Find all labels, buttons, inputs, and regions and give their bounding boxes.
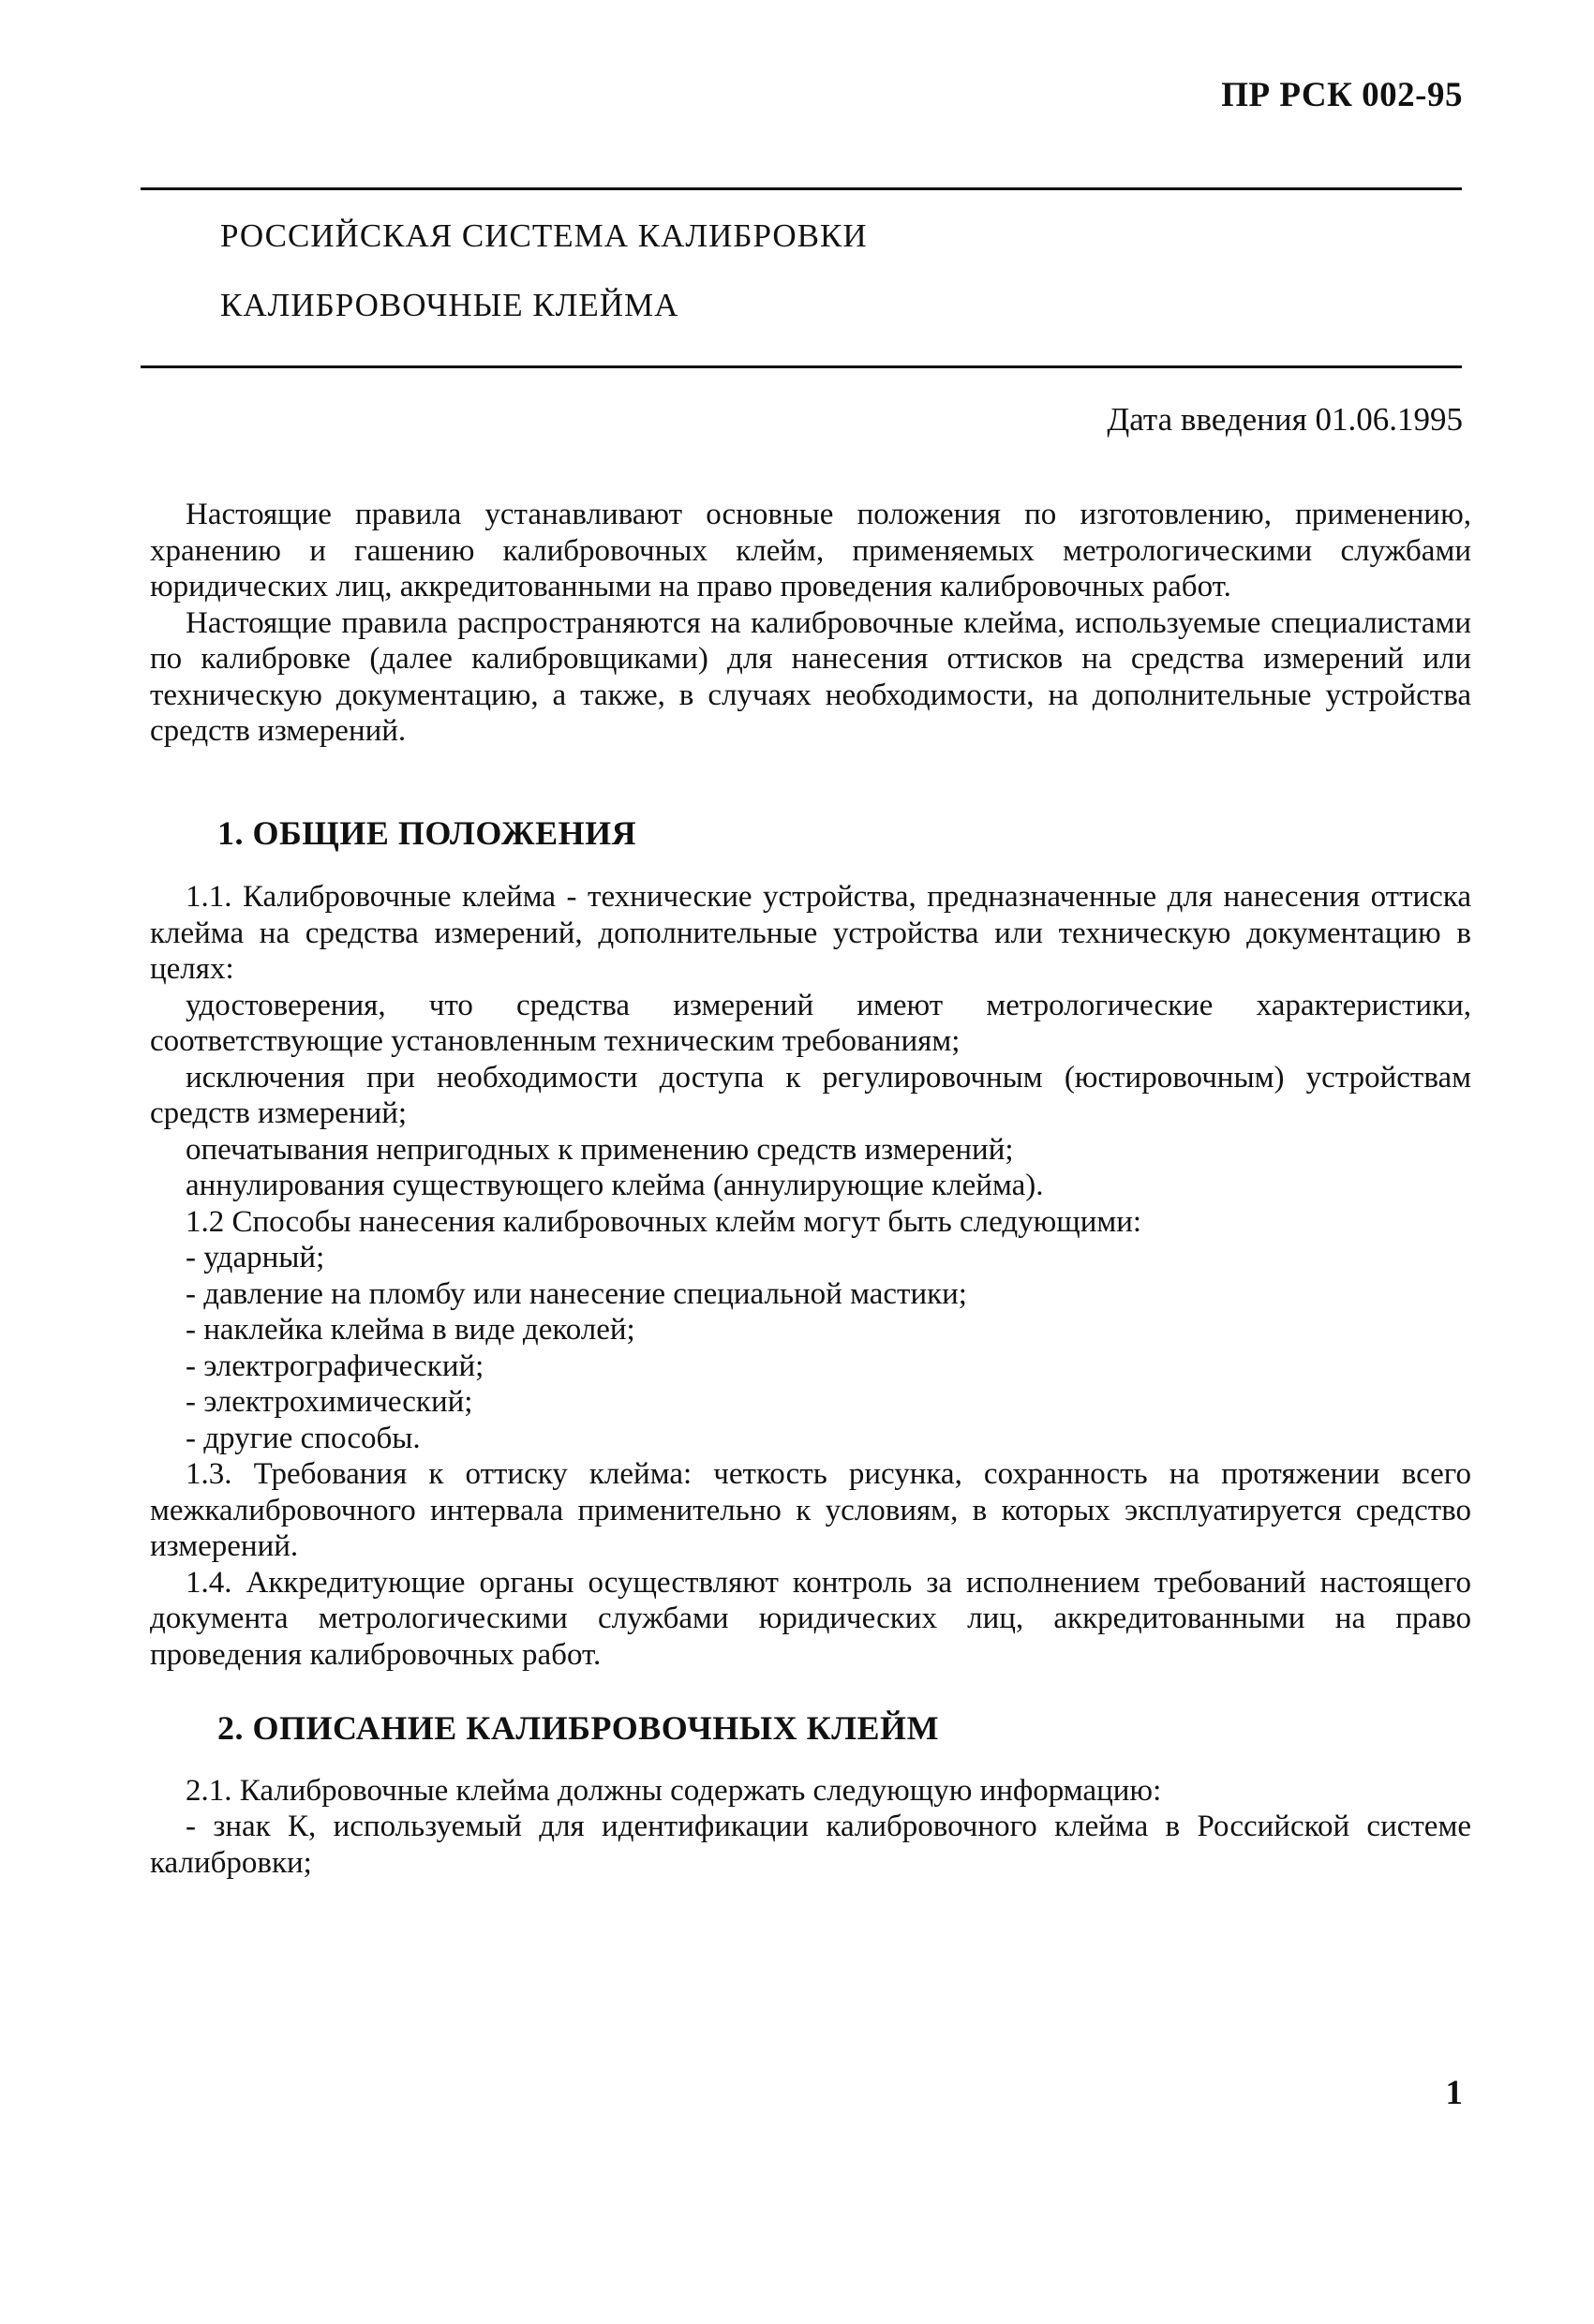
clause-paragraph: 1.4. Аккредитующие органы осуществляют контроль за исполнением требований настоящего документа метрологическими службами юридических лиц, аккредитованными на право проведения калибровочных работ. — [150, 1565, 1471, 1672]
list-item: удостоверения, что средства измерений имеют метрологические характеристики, соответствующие установленным техническим требованиям; — [150, 988, 1471, 1058]
bottom-rule — [141, 365, 1462, 368]
section-title: 1. ОБЩИЕ ПОЛОЖЕНИЯ — [217, 813, 637, 852]
list-item: - знак К, используемый для идентификации калибровочного клейма в Российской системе калибровки; — [150, 1810, 1471, 1880]
intro-paragraph: Настоящие правила устанавливают основные положения по изготовлению, применению, хранению и гашению калибровочных клейм, применяемых метрологическими службами юридических лиц, аккредитованными на право проведения калибровочных работ. — [150, 498, 1471, 603]
list-item: исключения при необходимости доступа к регулировочным (юстировочным) устройствам средств измерений; — [150, 1060, 1471, 1130]
clause-paragraph: 2.1. Калибровочные клейма должны содержать следующую информацию: — [186, 1773, 1162, 1808]
system-title: РОССИЙСКАЯ СИСТЕМА КАЛИБРОВКИ — [220, 217, 868, 254]
list-item: - наклейка клейма в виде деколей; — [186, 1313, 635, 1347]
list-item: - ударный; — [186, 1241, 325, 1274]
introduction-date: Дата введения 01.06.1995 — [1107, 401, 1463, 438]
section-title: 2. ОПИСАНИЕ КАЛИБРОВОЧНЫХ КЛЕЙМ — [217, 1709, 940, 1747]
page-number: 1 — [1445, 2074, 1463, 2112]
document-title: КАЛИБРОВОЧНЫЕ КЛЕЙМА — [220, 287, 679, 323]
top-rule — [141, 187, 1462, 190]
list-item: - электрографический; — [186, 1348, 484, 1383]
list-item: - другие способы. — [186, 1421, 421, 1455]
document-code: ПР РСК 002-95 — [1221, 76, 1463, 114]
intro-paragraph: Настоящие правила распространяются на калибровочные клейма, используемые специалистами по калибровке (далее калибровщиками) для нанесения оттисков на средства измерений или техническую документацию, а также, в случаях необходимости, на дополнительные устройства средств измерений. — [150, 605, 1471, 748]
list-item: - электрохимический; — [186, 1385, 473, 1419]
list-item: опечатывания непригодных к применению средств измерений; — [186, 1132, 1014, 1167]
document-body — [150, 497, 1471, 1881]
clause-paragraph: 1.3. Требования к оттиску клейма: четкость рисунка, сохранность на протяжении всего межкалибровочного интервала применительно к условиям, в которых эксплуатируется средство измерений. — [150, 1457, 1471, 1563]
clause-paragraph: 1.1. Калибровочные клейма - технические устройства, предназначенные для нанесения оттиска клейма на средства измерений, дополнительные устройства или техническую документацию в целях: — [150, 880, 1471, 986]
list-item: - давление на пломбу или нанесение специальной мастики; — [186, 1276, 967, 1311]
clause-paragraph: 1.2 Способы нанесения калибровочных клейм могут быть следующими: — [186, 1204, 1142, 1239]
list-item: аннулирования существующего клейма (аннулирующие клейма). — [186, 1169, 1044, 1202]
